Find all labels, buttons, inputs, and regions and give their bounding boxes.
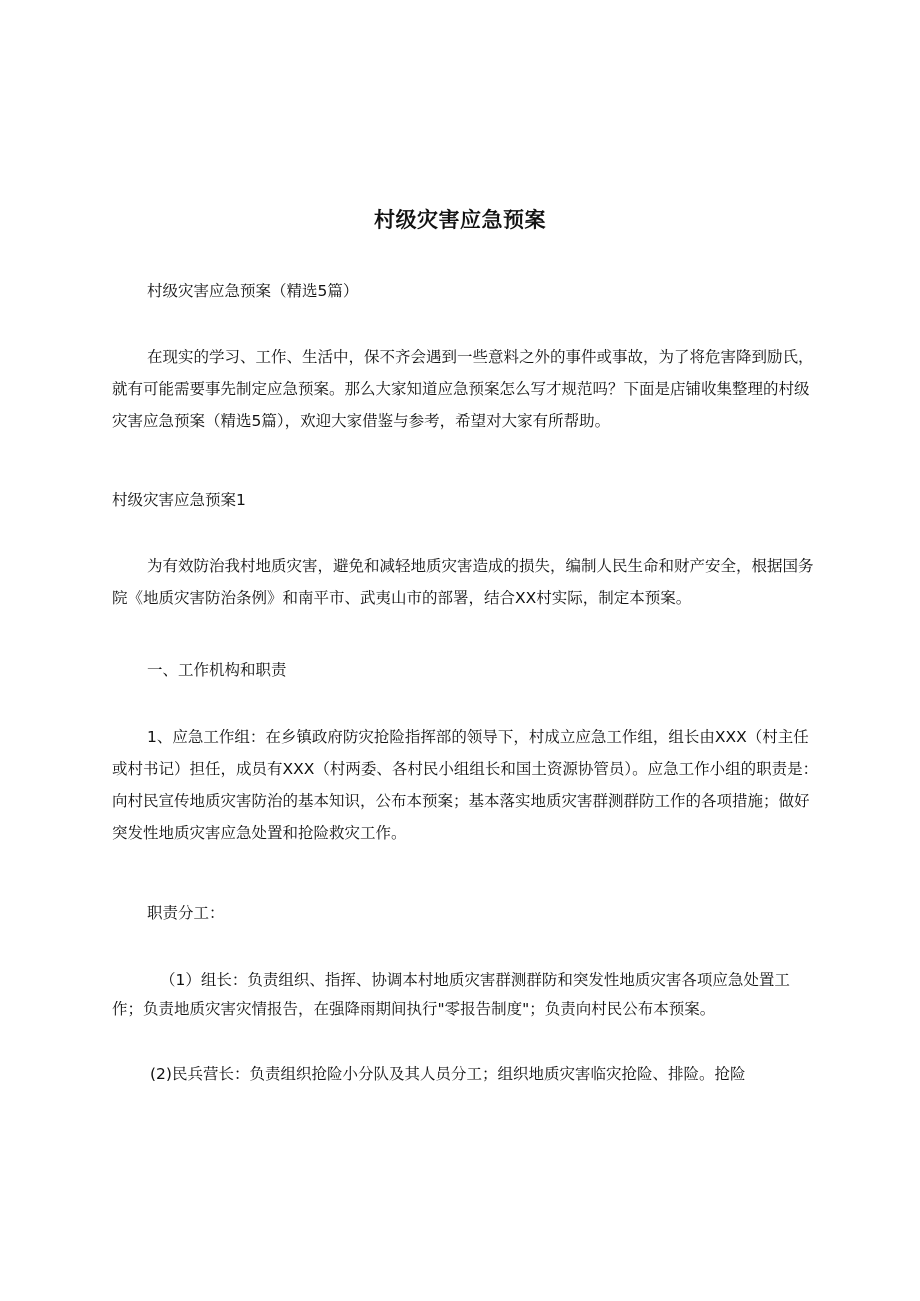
item-1-paragraph: 1、应急工作组：在乡镇政府防灾抢险指挥部的领导下，村成立应急工作组，组长由XXX（村主任或村书记）担任，成员有XXX（村两委、各村民小组组长和国土资源协管员）。应急工作小组的职责是：向村民宣传地质灾害防治的基本知识，公布本预案；基本落实地质灾害群测群防工作的各项措施；做好突发性地质灾害应急处置和抢险救灾工作。	[112, 728, 819, 842]
section-heading: 村级灾害应急预案1	[112, 491, 246, 509]
duty-2-paragraph: (2)民兵营长：负责组织抢险小分队及其人员分工；组织地质灾害临灾抢险、排险。抢险	[150, 1065, 746, 1083]
duty-1-paragraph: （1）组长：负责组织、指挥、协调本村地质灾害群测群防和突发性地质灾害各项应急处置工作；负责地质灾害灾情报告，在强降雨期间执行"零报告制度"；负责向村民公布本预案。	[112, 971, 790, 1018]
duties-heading: 职责分工：	[147, 904, 225, 922]
document-title: 村级灾害应急预案	[374, 208, 546, 232]
intro-paragraph: 在现实的学习、工作、生活中，保不齐会遇到一些意料之外的事件或事故，为了将危害降到励氏，就有可能需要事先制定应急预案。那么大家知道应急预案怎么写才规范吗？下面是店铺收集整理的村级灾害应急预案（精选5篇），欢迎大家借鉴与参考，希望对大家有所帮助。	[112, 348, 814, 430]
section-intro-paragraph: 为有效防治我村地质灾害，避免和减轻地质灾害造成的损失，编制人民生命和财产安全，根据国务院《地质灾害防治条例》和南平市、武夷山市的部署，结合XX村实际，制定本预案。	[112, 557, 814, 607]
part-one-heading: 一、工作机构和职责	[147, 661, 287, 679]
document-subtitle: 村级灾害应急预案（精选5篇）	[147, 282, 359, 300]
